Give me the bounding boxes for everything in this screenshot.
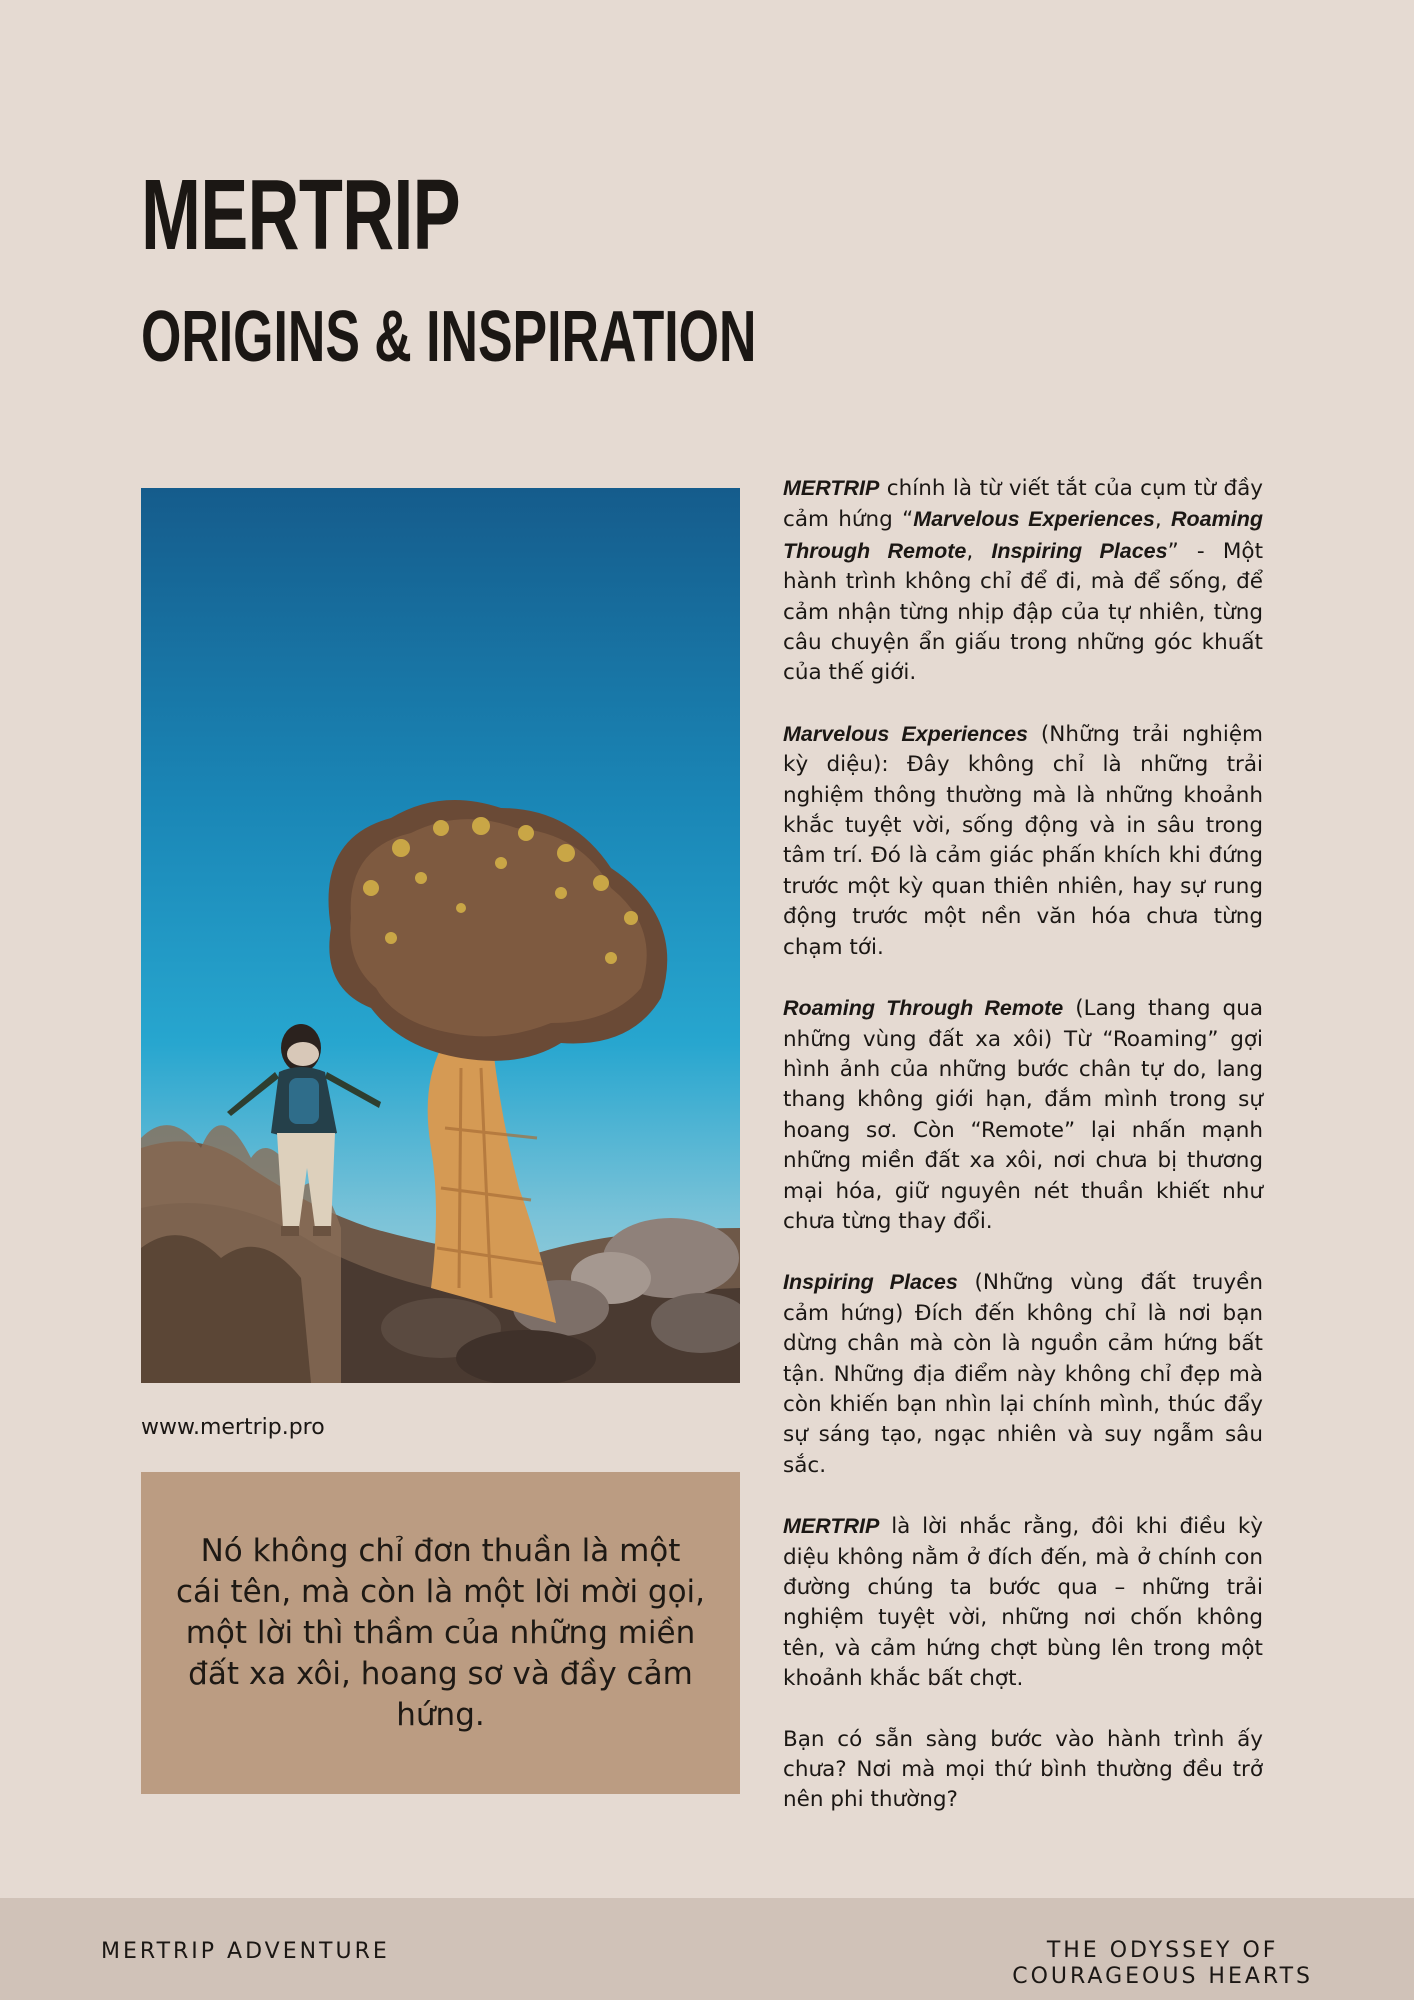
bold-term: Roaming Through Remote [783,996,1064,1021]
paragraph-inspiring [783,1267,1263,1481]
footer-tagline-line1: THE ODYSSEY OF [1046,1938,1279,1963]
bold-term: Marvelous Experiences [913,507,1155,532]
text-span: chính là từ viết tắt của cụm từ đầy cảm hứng “ [783,476,1263,533]
footer [0,1898,1414,2000]
website-url: www.mertrip.pro [141,1415,325,1440]
footer-tagline-line2: COURAGEOUS HEARTS [1012,1964,1313,1989]
text-span: (Những trải nghiệm kỳ diệu): Đây không chỉ là những trải nghiệm thông thường mà là những khoảnh khắc tuyệt vời, sống động và in sâu trong tâm trí. Đó là cảm giác phấn khích khi đứng trước một kỳ quan thiên nhiên, hay sự rung động trước một nền văn hóa chưa từng chạm tới. [783,721,1263,960]
bold-term: Inspiring Places [991,538,1168,563]
hero-photo [141,488,740,1383]
footer-brand: MERTRIP ADVENTURE [101,1939,390,1964]
bold-term: Roaming Through Remote [783,507,1263,563]
bold-term: MERTRIP [783,1514,880,1539]
bold-term: MERTRIP [783,476,880,500]
bold-term: Marvelous Experiences [783,721,1029,746]
paragraph-marvelous [783,719,1263,963]
page-subtitle: ORIGINS & INSPIRATION [141,297,757,377]
quiver-tree-illustration [141,488,740,1383]
footer-tagline [1012,1938,1313,1990]
body-text [783,473,1263,1846]
text-span: ” - Một hành trình không chỉ để đi, mà để sống, để cảm nhận từng nhịp đập của tự nhiên, từng câu chuyện ẩn giấu trong những góc khuất của thế giới. [783,538,1263,686]
paragraph-intro [783,473,1263,689]
text-span: (Lang thang qua những vùng đất xa xôi) Từ “Roaming” gợi hình ảnh của những bước chân tự do, lang thang không giới hạn, đắm mình trong sự hoang sơ. Còn “Remote” lại nhấn mạnh những miền đất xa xôi, nơi chưa bị thương mại hóa, giữ nguyên nét thuần khiết như chưa từng thay đổi. [783,996,1263,1234]
text-span: là lời nhắc rằng, đôi khi điều kỳ diệu không nằm ở đích đến, mà ở chính con đường chúng ta bước qua – những trải nghiệm tuyệt vời, những nơi chốn không tên, và cảm hứng chợt bùng lên trong một khoảnh khắc bất chợt. [783,1514,1263,1692]
quote-box [141,1472,740,1794]
page-title: MERTRIP [141,159,460,271]
quote-text: Nó không chỉ đơn thuần là một cái tên, mà còn là một lời mời gọi, một lời thì thầm của những miền đất xa xôi, hoang sơ và đầy cảm hứng. [175,1532,706,1733]
text-span: (Những vùng đất truyền cảm hứng) Đích đến không chỉ là nơi bạn dừng chân mà còn là nguồn cảm hứng bất tận. Những địa điểm này không chỉ đẹp mà còn khiến bạn nhìn lại chính mình, thúc đẩy sự sáng tạo, ngạc nhiên và suy ngẫm sâu sắc. [783,1270,1263,1478]
bold-term: Inspiring Places [783,1270,958,1295]
paragraph-mertrip [783,1511,1263,1694]
paragraph-closing: Bạn có sẵn sàng bước vào hành trình ấy chưa? Nơi mà mọi thứ bình thường đều trở nên phi thường? [783,1726,1263,1813]
text-span: , [1154,507,1172,533]
paragraph-roaming [783,993,1263,1237]
text-span: , [966,538,992,564]
